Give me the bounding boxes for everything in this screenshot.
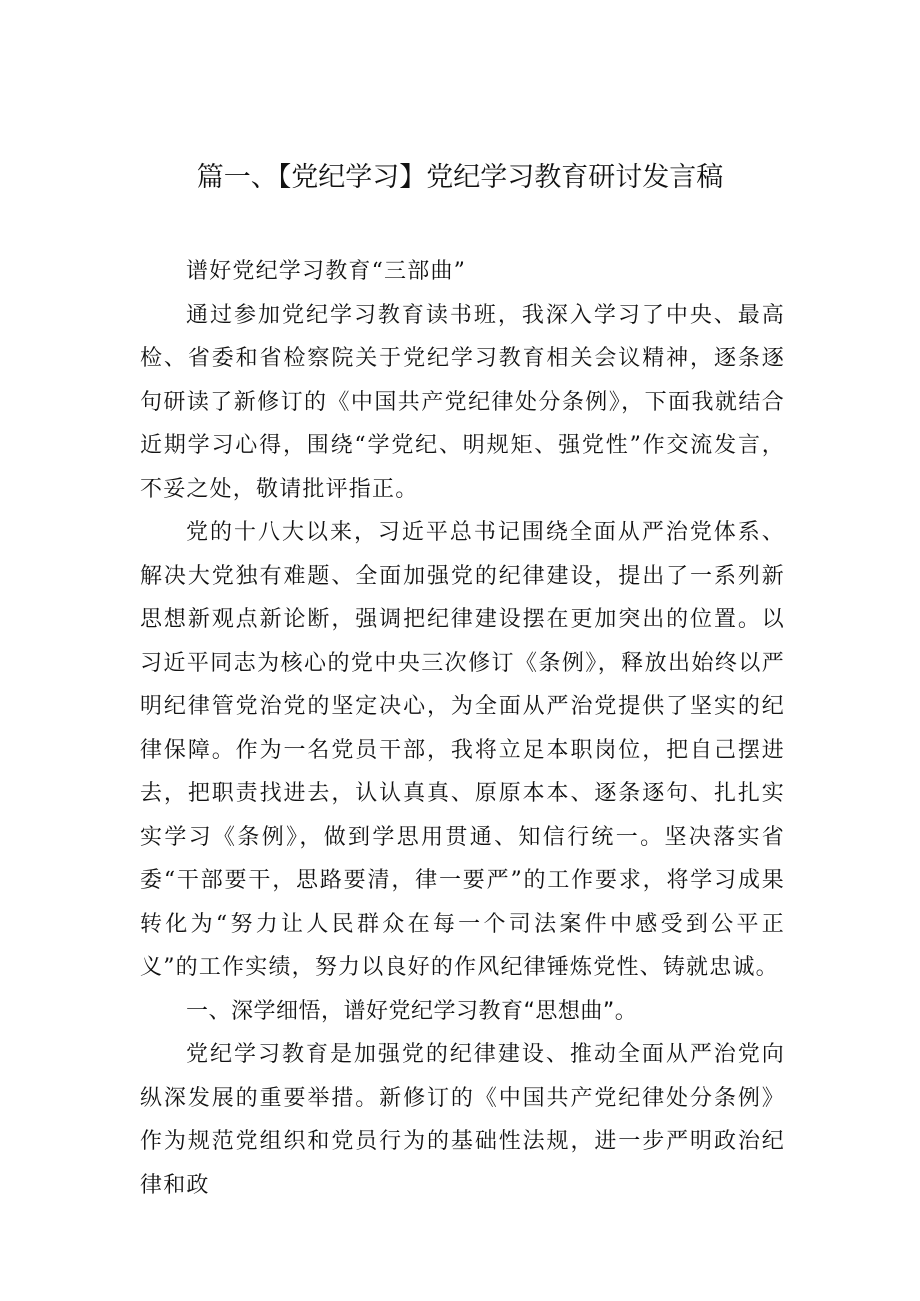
document-body — [140, 250, 785, 1207]
subtitle-paragraph: 谱好党纪学习教育“三部曲” — [186, 259, 467, 284]
background-paragraph: 党的十八大以来，习近平总书记围绕全面从严治党体系、解决大党独有难题、全面加强党的纪律建设，提出了一系列新思想新观点新论断，强调把纪律建设摆在更加突出的位置。以习近平同志为核心的党中央三次修订《条例》，释放出始终以严明纪律管党治党的坚定决心，为全面从严治党提供了坚实的纪律保障。作为一名党员干部，我将立足本职岗位，把自己摆进去，把职责找进去，认认真真、原原本本、逐条逐句、扎扎实实学习《条例》，做到学思用贯通、知信行统一。坚决落实省委“干部要干，思路要清，律一要严”的工作要求，将学习成果转化为“努力让人民群众在每一个司法案件中感受到公平正义”的工作实绩，努力以良好的作风纪律锤炼党性、铸就忠诚。 — [140, 520, 785, 980]
intro-paragraph: 通过参加党纪学习教育读书班，我深入学习了中央、最高检、省委和省检察院关于党纪学习教育相关会议精神，逐条逐句研读了新修订的《中国共产党纪律处分条例》，下面我就结合近期学习心得，围绕“学党纪、明规矩、强党性”作交流发言，不妥之处，敬请批评指正。 — [140, 302, 785, 502]
section-paragraph: 党纪学习教育是加强党的纪律建设、推动全面从严治党向纵深发展的重要举措。新修订的《中国共产党纪律处分条例》作为规范党组织和党员行为的基础性法规，进一步严明政治纪律和政 — [140, 1042, 785, 1198]
section-heading: 一、深学细悟，谱好党纪学习教育“思想曲”。 — [186, 998, 638, 1024]
document-title: 篇一、【党纪学习】党纪学习教育研讨发言稿 — [196, 162, 724, 193]
